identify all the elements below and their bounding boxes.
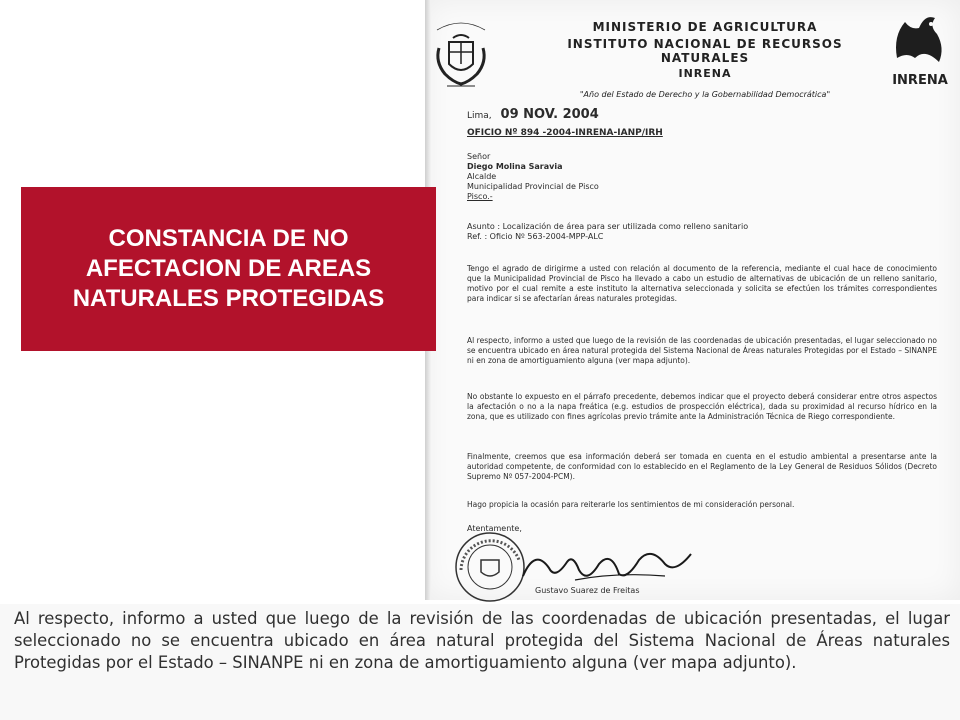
letter-paragraph: Hago propicia la ocasión para reiterarle los sentimientos de mi consideración personal. [467, 500, 795, 509]
inrena-logo [885, 8, 955, 88]
header-institute: INSTITUTO NACIONAL DE RECURSOS NATURALES [567, 37, 843, 65]
letter-header [525, 20, 885, 99]
addressee-line: Señor [467, 152, 491, 161]
signer-name: Gustavo Suarez de Freitas [535, 586, 640, 595]
coat-of-arms-icon [431, 12, 491, 102]
header-acronym: INRENA [678, 67, 732, 80]
letter-paragraph: Tengo el agrado de dirigirme a usted con relación al documento de la referencia, mediante el cual hace de conocimiento que la Municipalidad Provincial de Pisco ha llevado a cabo un estudio de alternativas de ubicación de un relleno sanitario, motivo por el cual remite a este instituto la alternativa seleccionada y solicita se efectúen los trámites correspondientes para indicar si se afectarían áreas naturales protegidas. [467, 264, 937, 303]
header-ministry: MINISTERIO DE AGRICULTURA [592, 20, 818, 34]
header-motto: "Año del Estado de Derecho y la Gobernabilidad Democrática" [579, 90, 831, 99]
subject-block [467, 222, 907, 242]
closing-text: Atentamente, [467, 524, 522, 533]
zoomed-quote-text: Al respecto, informo a usted que luego de la revisión de las coordenadas de ubicación presentadas, el lugar seleccionado no se encuentra ubicado en área natural protegida del Sistema Nacional de Áreas naturales Protegidas por el Estado – SINANPE ni en zona de amortiguamiento alguna (ver mapa adjunto). [14, 609, 950, 672]
addressee-line: Diego Molina Saravia [467, 162, 563, 171]
letter-date [467, 107, 599, 122]
addressee-block [467, 152, 767, 202]
inrena-bird-icon [885, 8, 955, 68]
inrena-wordmark: INRENA [892, 73, 948, 88]
addressee-line: Pisco.- [467, 192, 493, 201]
slide-title: CONSTANCIA DE NO AFECTACION DE AREAS NATURALES PROTEGIDAS [72, 225, 385, 312]
date-value: 09 NOV. 2004 [500, 107, 599, 122]
oficio-number: OFICIO Nº 894 -2004-INRENA-IANP/IRH [467, 128, 663, 138]
subject-line: Asunto : Localización de área para ser utilizada como relleno sanitario [467, 222, 749, 231]
letter-paragraph: Al respecto, informo a usted que luego de la revisión de las coordenadas de ubicación presentadas, el lugar seleccionado no se encuentra ubicado en área natural protegida del Sistema Nacional de Áreas naturales Protegidas por el Estado – SINANPE ni en zona de amortiguamiento alguna (ver mapa adjunto). [467, 336, 937, 365]
addressee-line: Alcalde [467, 172, 497, 181]
letter-paragraph: Finalmente, creemos que esa información deberá ser tomada en cuenta en el estudio ambiental a presentarse ante la autoridad competente, de conformidad con lo establecido en el Reglamento de la Ley General de Residuos Sólidos (Decreto Supremo Nº 057-2004-PCM). [467, 452, 937, 481]
title-box [21, 187, 436, 351]
scanned-letter [425, 0, 960, 600]
addressee-line: Municipalidad Provincial de Pisco [467, 182, 599, 191]
date-label: Lima, [467, 111, 492, 121]
letter-paragraph: No obstante lo expuesto en el párrafo precedente, debemos indicar que el proyecto deberá considerar entre otros aspectos la afectación o no a la napa freática (e.g. estudios de prospección eléctrica), dada su proximidad al recurso hídrico en la zona, que es utilizado con fines agrícolas previo trámite ante la Administración Técnica de Riego correspondiente. [467, 392, 937, 421]
zoomed-quote-panel [0, 604, 960, 720]
reference-line: Ref. : Oficio Nº 563-2004-MPP-ALC [467, 232, 604, 241]
handwritten-signature [515, 540, 705, 590]
